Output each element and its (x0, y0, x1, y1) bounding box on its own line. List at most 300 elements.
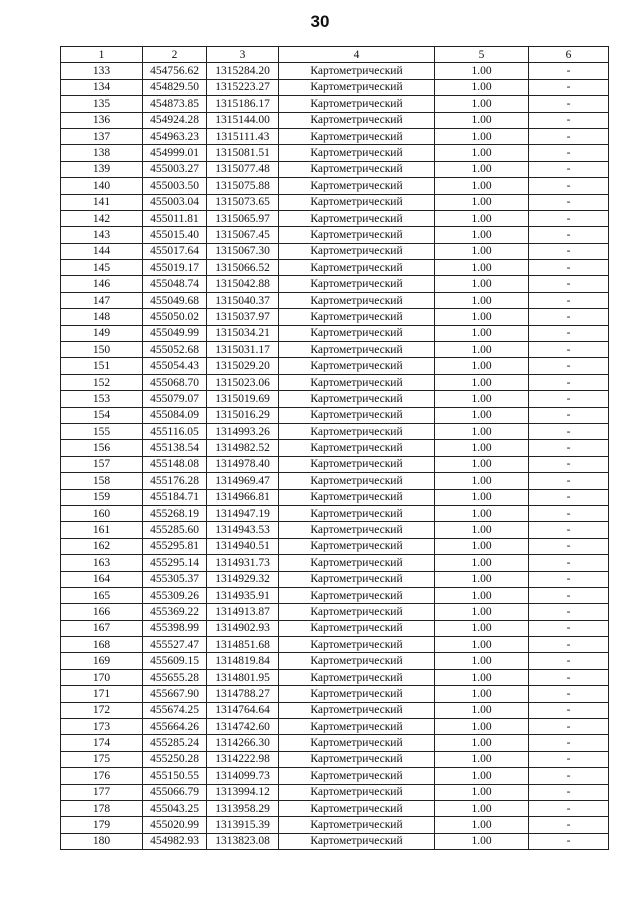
cell-x-coordinate: 455609.15 (143, 653, 207, 669)
header-cell-2: 2 (143, 47, 207, 63)
cell-x-coordinate: 455309.26 (143, 587, 207, 603)
cell-y-coordinate: 1315067.45 (207, 227, 279, 243)
cell-y-coordinate: 1313958.29 (207, 800, 279, 816)
cell-x-coordinate: 455664.26 (143, 719, 207, 735)
cell-accuracy: 1.00 (435, 440, 529, 456)
header-cell-3: 3 (207, 47, 279, 63)
table-row (61, 571, 609, 587)
cell-point-number: 140 (61, 178, 143, 194)
table-row (61, 96, 609, 112)
cell-method: Картометрический (279, 522, 435, 538)
table-row (61, 276, 609, 292)
cell-x-coordinate: 455268.19 (143, 505, 207, 521)
table-row (61, 473, 609, 489)
table-row (61, 309, 609, 325)
cell-method: Картометрический (279, 768, 435, 784)
cell-y-coordinate: 1314764.64 (207, 702, 279, 718)
cell-x-coordinate: 455017.64 (143, 243, 207, 259)
table-row (61, 440, 609, 456)
cell-method: Картометрический (279, 817, 435, 833)
cell-x-coordinate: 455052.68 (143, 342, 207, 358)
cell-y-coordinate: 1315144.00 (207, 112, 279, 128)
cell-accuracy: 1.00 (435, 538, 529, 554)
cell-accuracy: 1.00 (435, 145, 529, 161)
cell-y-coordinate: 1315065.97 (207, 210, 279, 226)
cell-y-coordinate: 1314902.93 (207, 620, 279, 636)
cell-accuracy: 1.00 (435, 96, 529, 112)
cell-note: - (529, 571, 609, 587)
cell-point-number: 175 (61, 751, 143, 767)
cell-method: Картометрический (279, 620, 435, 636)
cell-point-number: 176 (61, 768, 143, 784)
cell-accuracy: 1.00 (435, 817, 529, 833)
cell-point-number: 168 (61, 637, 143, 653)
cell-note: - (529, 587, 609, 603)
table-row (61, 719, 609, 735)
cell-note: - (529, 358, 609, 374)
table-row (61, 112, 609, 128)
cell-accuracy: 1.00 (435, 194, 529, 210)
cell-method: Картометрический (279, 423, 435, 439)
cell-y-coordinate: 1314935.91 (207, 587, 279, 603)
cell-method: Картометрический (279, 440, 435, 456)
table-row (61, 243, 609, 259)
cell-method: Картометрический (279, 325, 435, 341)
cell-y-coordinate: 1315042.88 (207, 276, 279, 292)
table-row (61, 522, 609, 538)
cell-accuracy: 1.00 (435, 637, 529, 653)
header-cell-6: 6 (529, 47, 609, 63)
table-row (61, 784, 609, 800)
cell-point-number: 138 (61, 145, 143, 161)
cell-method: Картометрический (279, 161, 435, 177)
cell-accuracy: 1.00 (435, 833, 529, 849)
cell-y-coordinate: 1315023.06 (207, 374, 279, 390)
cell-note: - (529, 112, 609, 128)
cell-y-coordinate: 1315111.43 (207, 128, 279, 144)
cell-method: Картометрический (279, 784, 435, 800)
cell-y-coordinate: 1315067.30 (207, 243, 279, 259)
cell-method: Картометрический (279, 505, 435, 521)
cell-method: Картометрический (279, 358, 435, 374)
cell-y-coordinate: 1314801.95 (207, 669, 279, 685)
table-row (61, 260, 609, 276)
cell-method: Картометрический (279, 210, 435, 226)
cell-method: Картометрический (279, 145, 435, 161)
cell-y-coordinate: 1314940.51 (207, 538, 279, 554)
cell-point-number: 141 (61, 194, 143, 210)
cell-accuracy: 1.00 (435, 784, 529, 800)
cell-point-number: 169 (61, 653, 143, 669)
cell-y-coordinate: 1314978.40 (207, 456, 279, 472)
cell-x-coordinate: 455003.04 (143, 194, 207, 210)
cell-x-coordinate: 455050.02 (143, 309, 207, 325)
cell-y-coordinate: 1314982.52 (207, 440, 279, 456)
table-header (61, 47, 609, 63)
table-row (61, 751, 609, 767)
cell-accuracy: 1.00 (435, 719, 529, 735)
cell-x-coordinate: 455285.24 (143, 735, 207, 751)
cell-method: Картометрический (279, 686, 435, 702)
cell-accuracy: 1.00 (435, 178, 529, 194)
cell-note: - (529, 276, 609, 292)
cell-point-number: 177 (61, 784, 143, 800)
cell-point-number: 134 (61, 79, 143, 95)
cell-point-number: 178 (61, 800, 143, 816)
cell-method: Картометрический (279, 637, 435, 653)
cell-note: - (529, 161, 609, 177)
cell-point-number: 159 (61, 489, 143, 505)
cell-y-coordinate: 1314966.81 (207, 489, 279, 505)
cell-method: Картометрический (279, 735, 435, 751)
cell-x-coordinate: 455250.28 (143, 751, 207, 767)
cell-accuracy: 1.00 (435, 505, 529, 521)
table-row (61, 538, 609, 554)
cell-y-coordinate: 1314222.98 (207, 751, 279, 767)
cell-point-number: 161 (61, 522, 143, 538)
cell-point-number: 179 (61, 817, 143, 833)
cell-accuracy: 1.00 (435, 800, 529, 816)
cell-method: Картометрический (279, 63, 435, 79)
cell-accuracy: 1.00 (435, 473, 529, 489)
table-row (61, 555, 609, 571)
cell-accuracy: 1.00 (435, 112, 529, 128)
cell-y-coordinate: 1315077.48 (207, 161, 279, 177)
cell-method: Картометрический (279, 702, 435, 718)
cell-point-number: 162 (61, 538, 143, 554)
page-number: 30 (310, 12, 330, 31)
cell-y-coordinate: 1314931.73 (207, 555, 279, 571)
table-row (61, 833, 609, 849)
cell-method: Картометрический (279, 128, 435, 144)
header-cell-4: 4 (279, 47, 435, 63)
cell-point-number: 171 (61, 686, 143, 702)
cell-accuracy: 1.00 (435, 391, 529, 407)
cell-accuracy: 1.00 (435, 358, 529, 374)
cell-point-number: 158 (61, 473, 143, 489)
cell-x-coordinate: 454924.28 (143, 112, 207, 128)
cell-y-coordinate: 1313823.08 (207, 833, 279, 849)
cell-x-coordinate: 455020.99 (143, 817, 207, 833)
cell-method: Картометрический (279, 391, 435, 407)
table-row (61, 620, 609, 636)
cell-note: - (529, 440, 609, 456)
cell-accuracy: 1.00 (435, 604, 529, 620)
cell-note: - (529, 489, 609, 505)
cell-point-number: 160 (61, 505, 143, 521)
cell-method: Картометрический (279, 604, 435, 620)
cell-note: - (529, 63, 609, 79)
cell-x-coordinate: 454756.62 (143, 63, 207, 79)
table-row (61, 768, 609, 784)
table-row (61, 292, 609, 308)
cell-note: - (529, 620, 609, 636)
cell-note: - (529, 505, 609, 521)
cell-note: - (529, 210, 609, 226)
cell-method: Картометрический (279, 79, 435, 95)
cell-x-coordinate: 455138.54 (143, 440, 207, 456)
cell-note: - (529, 391, 609, 407)
cell-note: - (529, 735, 609, 751)
cell-x-coordinate: 455003.27 (143, 161, 207, 177)
cell-x-coordinate: 455049.68 (143, 292, 207, 308)
cell-y-coordinate: 1315034.21 (207, 325, 279, 341)
cell-y-coordinate: 1315075.88 (207, 178, 279, 194)
cell-accuracy: 1.00 (435, 276, 529, 292)
cell-method: Картометрический (279, 653, 435, 669)
cell-x-coordinate: 455667.90 (143, 686, 207, 702)
cell-x-coordinate: 454982.93 (143, 833, 207, 849)
cell-note: - (529, 456, 609, 472)
cell-accuracy: 1.00 (435, 522, 529, 538)
cell-y-coordinate: 1315037.97 (207, 309, 279, 325)
cell-point-number: 139 (61, 161, 143, 177)
header-cell-1: 1 (61, 47, 143, 63)
table-body (61, 63, 609, 850)
table-row (61, 63, 609, 79)
cell-accuracy: 1.00 (435, 423, 529, 439)
cell-x-coordinate: 455295.81 (143, 538, 207, 554)
cell-method: Картометрический (279, 833, 435, 849)
cell-note: - (529, 833, 609, 849)
cell-y-coordinate: 1315223.27 (207, 79, 279, 95)
cell-note: - (529, 128, 609, 144)
cell-point-number: 170 (61, 669, 143, 685)
cell-x-coordinate: 455184.71 (143, 489, 207, 505)
cell-method: Картометрический (279, 473, 435, 489)
table-row (61, 456, 609, 472)
table-row (61, 227, 609, 243)
cell-y-coordinate: 1315073.65 (207, 194, 279, 210)
cell-accuracy: 1.00 (435, 407, 529, 423)
cell-accuracy: 1.00 (435, 686, 529, 702)
cell-note: - (529, 800, 609, 816)
cell-x-coordinate: 455068.70 (143, 374, 207, 390)
table-row (61, 342, 609, 358)
cell-point-number: 167 (61, 620, 143, 636)
cell-accuracy: 1.00 (435, 735, 529, 751)
cell-y-coordinate: 1315066.52 (207, 260, 279, 276)
cell-note: - (529, 423, 609, 439)
cell-note: - (529, 309, 609, 325)
table-row (61, 194, 609, 210)
cell-method: Картометрический (279, 276, 435, 292)
cell-accuracy: 1.00 (435, 210, 529, 226)
cell-note: - (529, 145, 609, 161)
cell-note: - (529, 227, 609, 243)
table-row (61, 735, 609, 751)
table-row (61, 145, 609, 161)
cell-accuracy: 1.00 (435, 342, 529, 358)
cell-y-coordinate: 1314947.19 (207, 505, 279, 521)
cell-point-number: 137 (61, 128, 143, 144)
cell-accuracy: 1.00 (435, 292, 529, 308)
cell-method: Картометрический (279, 800, 435, 816)
cell-note: - (529, 96, 609, 112)
cell-accuracy: 1.00 (435, 751, 529, 767)
cell-x-coordinate: 454829.50 (143, 79, 207, 95)
cell-note: - (529, 522, 609, 538)
cell-note: - (529, 768, 609, 784)
cell-note: - (529, 637, 609, 653)
cell-note: - (529, 751, 609, 767)
table-row (61, 604, 609, 620)
cell-point-number: 156 (61, 440, 143, 456)
cell-y-coordinate: 1313994.12 (207, 784, 279, 800)
cell-x-coordinate: 455150.55 (143, 768, 207, 784)
table-row (61, 325, 609, 341)
cell-method: Картометрический (279, 456, 435, 472)
cell-method: Картометрический (279, 243, 435, 259)
cell-x-coordinate: 455015.40 (143, 227, 207, 243)
table-row (61, 391, 609, 407)
cell-x-coordinate: 455369.22 (143, 604, 207, 620)
cell-note: - (529, 817, 609, 833)
cell-point-number: 172 (61, 702, 143, 718)
cell-accuracy: 1.00 (435, 669, 529, 685)
cell-x-coordinate: 455527.47 (143, 637, 207, 653)
cell-accuracy: 1.00 (435, 702, 529, 718)
cell-method: Картометрический (279, 292, 435, 308)
cell-x-coordinate: 455655.28 (143, 669, 207, 685)
cell-y-coordinate: 1314788.27 (207, 686, 279, 702)
cell-note: - (529, 374, 609, 390)
table-row (61, 358, 609, 374)
table-row (61, 178, 609, 194)
coordinates-table (60, 46, 609, 850)
table-row (61, 505, 609, 521)
header-row (61, 47, 609, 63)
cell-accuracy: 1.00 (435, 243, 529, 259)
cell-x-coordinate: 455285.60 (143, 522, 207, 538)
cell-x-coordinate: 455176.28 (143, 473, 207, 489)
table-row (61, 702, 609, 718)
cell-x-coordinate: 455116.05 (143, 423, 207, 439)
table-row (61, 407, 609, 423)
cell-x-coordinate: 455305.37 (143, 571, 207, 587)
cell-accuracy: 1.00 (435, 571, 529, 587)
table-row (61, 423, 609, 439)
cell-accuracy: 1.00 (435, 227, 529, 243)
cell-point-number: 155 (61, 423, 143, 439)
cell-y-coordinate: 1314742.60 (207, 719, 279, 735)
table-row (61, 686, 609, 702)
cell-x-coordinate: 455019.17 (143, 260, 207, 276)
cell-y-coordinate: 1314819.84 (207, 653, 279, 669)
cell-point-number: 146 (61, 276, 143, 292)
cell-note: - (529, 686, 609, 702)
cell-point-number: 174 (61, 735, 143, 751)
cell-point-number: 135 (61, 96, 143, 112)
cell-accuracy: 1.00 (435, 260, 529, 276)
cell-note: - (529, 243, 609, 259)
cell-x-coordinate: 455011.81 (143, 210, 207, 226)
cell-note: - (529, 79, 609, 95)
cell-y-coordinate: 1315029.20 (207, 358, 279, 374)
cell-point-number: 144 (61, 243, 143, 259)
cell-accuracy: 1.00 (435, 309, 529, 325)
cell-x-coordinate: 455043.25 (143, 800, 207, 816)
cell-x-coordinate: 455084.09 (143, 407, 207, 423)
cell-y-coordinate: 1313915.39 (207, 817, 279, 833)
cell-point-number: 133 (61, 63, 143, 79)
cell-method: Картометрический (279, 669, 435, 685)
cell-point-number: 153 (61, 391, 143, 407)
cell-accuracy: 1.00 (435, 63, 529, 79)
cell-accuracy: 1.00 (435, 768, 529, 784)
cell-point-number: 164 (61, 571, 143, 587)
cell-y-coordinate: 1314266.30 (207, 735, 279, 751)
cell-y-coordinate: 1315031.17 (207, 342, 279, 358)
cell-method: Картометрический (279, 538, 435, 554)
cell-y-coordinate: 1315016.29 (207, 407, 279, 423)
cell-accuracy: 1.00 (435, 161, 529, 177)
cell-note: - (529, 604, 609, 620)
cell-method: Картометрический (279, 751, 435, 767)
table-row (61, 817, 609, 833)
table-row (61, 374, 609, 390)
cell-note: - (529, 538, 609, 554)
header-cell-5: 5 (435, 47, 529, 63)
cell-method: Картометрический (279, 96, 435, 112)
cell-accuracy: 1.00 (435, 620, 529, 636)
table-row (61, 800, 609, 816)
cell-point-number: 136 (61, 112, 143, 128)
table-row (61, 489, 609, 505)
cell-x-coordinate: 455049.99 (143, 325, 207, 341)
cell-x-coordinate: 455674.25 (143, 702, 207, 718)
table-row (61, 210, 609, 226)
cell-point-number: 149 (61, 325, 143, 341)
cell-y-coordinate: 1314851.68 (207, 637, 279, 653)
table-row (61, 79, 609, 95)
cell-y-coordinate: 1314929.32 (207, 571, 279, 587)
cell-note: - (529, 702, 609, 718)
cell-accuracy: 1.00 (435, 456, 529, 472)
cell-accuracy: 1.00 (435, 128, 529, 144)
cell-method: Картометрический (279, 571, 435, 587)
cell-method: Картометрический (279, 342, 435, 358)
cell-point-number: 165 (61, 587, 143, 603)
cell-y-coordinate: 1315284.20 (207, 63, 279, 79)
cell-note: - (529, 178, 609, 194)
table-row (61, 161, 609, 177)
cell-point-number: 147 (61, 292, 143, 308)
cell-point-number: 148 (61, 309, 143, 325)
cell-y-coordinate: 1314993.26 (207, 423, 279, 439)
cell-method: Картометрический (279, 555, 435, 571)
cell-x-coordinate: 455066.79 (143, 784, 207, 800)
cell-accuracy: 1.00 (435, 587, 529, 603)
cell-note: - (529, 407, 609, 423)
table-row (61, 669, 609, 685)
cell-note: - (529, 784, 609, 800)
cell-method: Картометрический (279, 374, 435, 390)
table-row (61, 128, 609, 144)
cell-method: Картометрический (279, 227, 435, 243)
cell-point-number: 163 (61, 555, 143, 571)
cell-x-coordinate: 454873.85 (143, 96, 207, 112)
cell-accuracy: 1.00 (435, 555, 529, 571)
cell-x-coordinate: 455048.74 (143, 276, 207, 292)
cell-note: - (529, 473, 609, 489)
cell-note: - (529, 260, 609, 276)
cell-accuracy: 1.00 (435, 374, 529, 390)
cell-point-number: 157 (61, 456, 143, 472)
cell-point-number: 173 (61, 719, 143, 735)
cell-point-number: 150 (61, 342, 143, 358)
cell-point-number: 142 (61, 210, 143, 226)
